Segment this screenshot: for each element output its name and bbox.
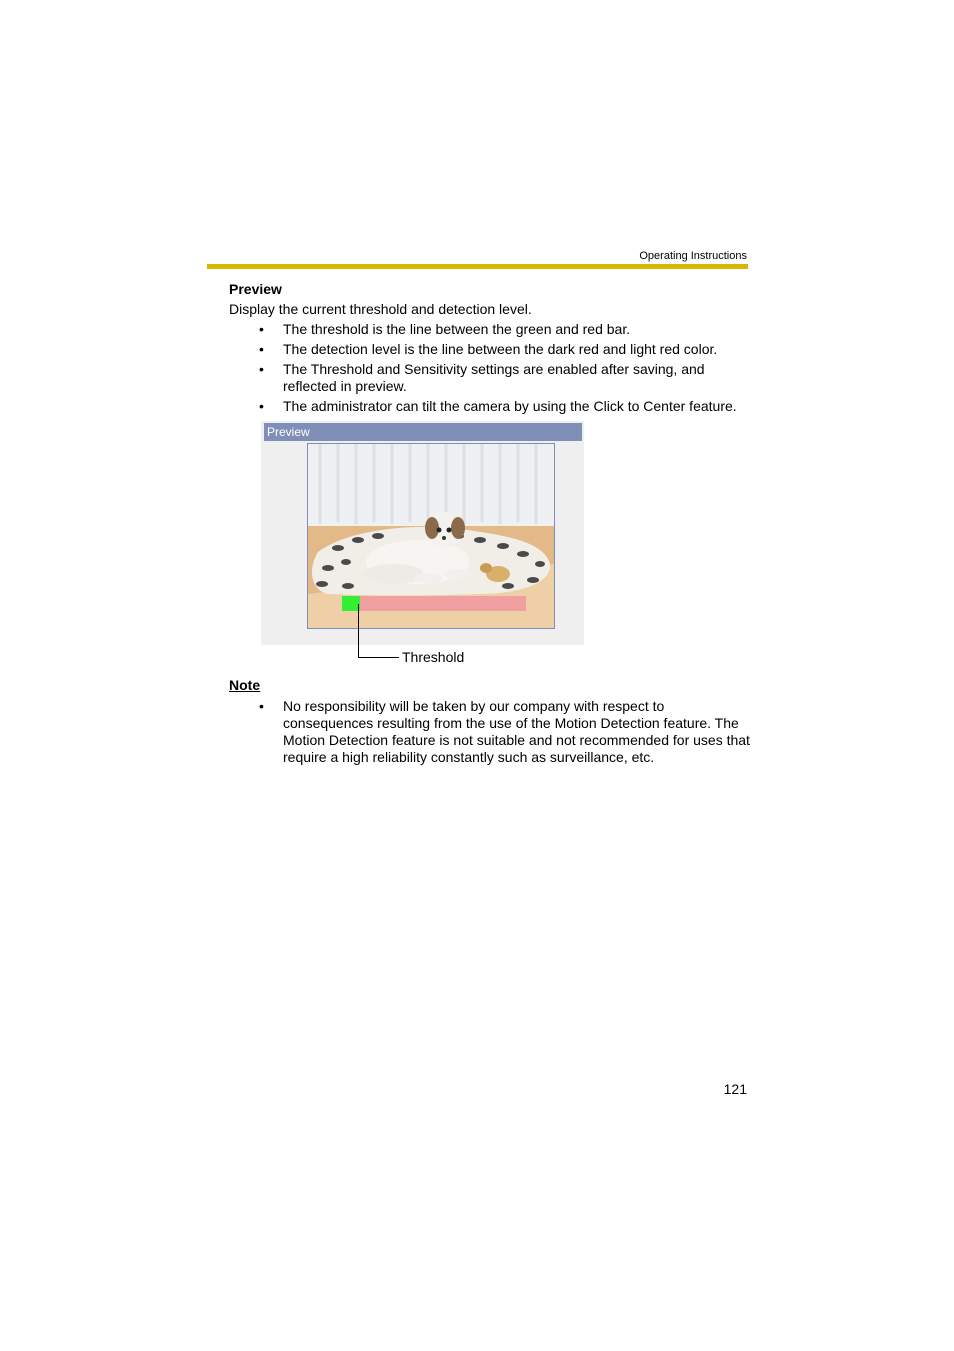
preview-panel-screenshot: [261, 421, 584, 645]
section-title: Preview: [229, 281, 282, 297]
threshold-callout-line: [358, 604, 399, 658]
threshold-callout-label: Threshold: [402, 649, 465, 665]
note-title: Note: [229, 677, 261, 693]
camera-image[interactable]: [307, 443, 555, 629]
section-intro: Display the current threshold and detection level.: [229, 301, 532, 317]
list-item: • No responsibility will be taken by our company with respect to consequences resulting from the use of the Motion Detection feature. The Motion Detection feature is not suitable and not recommended for uses that require a high reliability constantly such as surveillance, etc.: [259, 698, 754, 766]
list-item: • The administrator can tilt the camera by using the Click to Center feature.: [259, 398, 759, 415]
preview-bullet-list: [259, 321, 759, 418]
preview-titlebar: [264, 423, 582, 441]
dog-photo-icon: [308, 444, 554, 628]
header-rule: [207, 264, 748, 269]
preview-panel-title: Preview: [267, 425, 310, 439]
list-item: • The threshold is the line between the green and red bar.: [259, 321, 759, 338]
page-number: 121: [723, 1081, 747, 1097]
list-item: • The detection level is the line between the dark red and light red color.: [259, 341, 759, 358]
note-bullet-list: [259, 698, 754, 769]
list-item: • The Threshold and Sensitivity settings are enabled after saving, and reflected in preview.: [259, 361, 759, 395]
header-running-title: Operating Instructions: [639, 250, 747, 262]
